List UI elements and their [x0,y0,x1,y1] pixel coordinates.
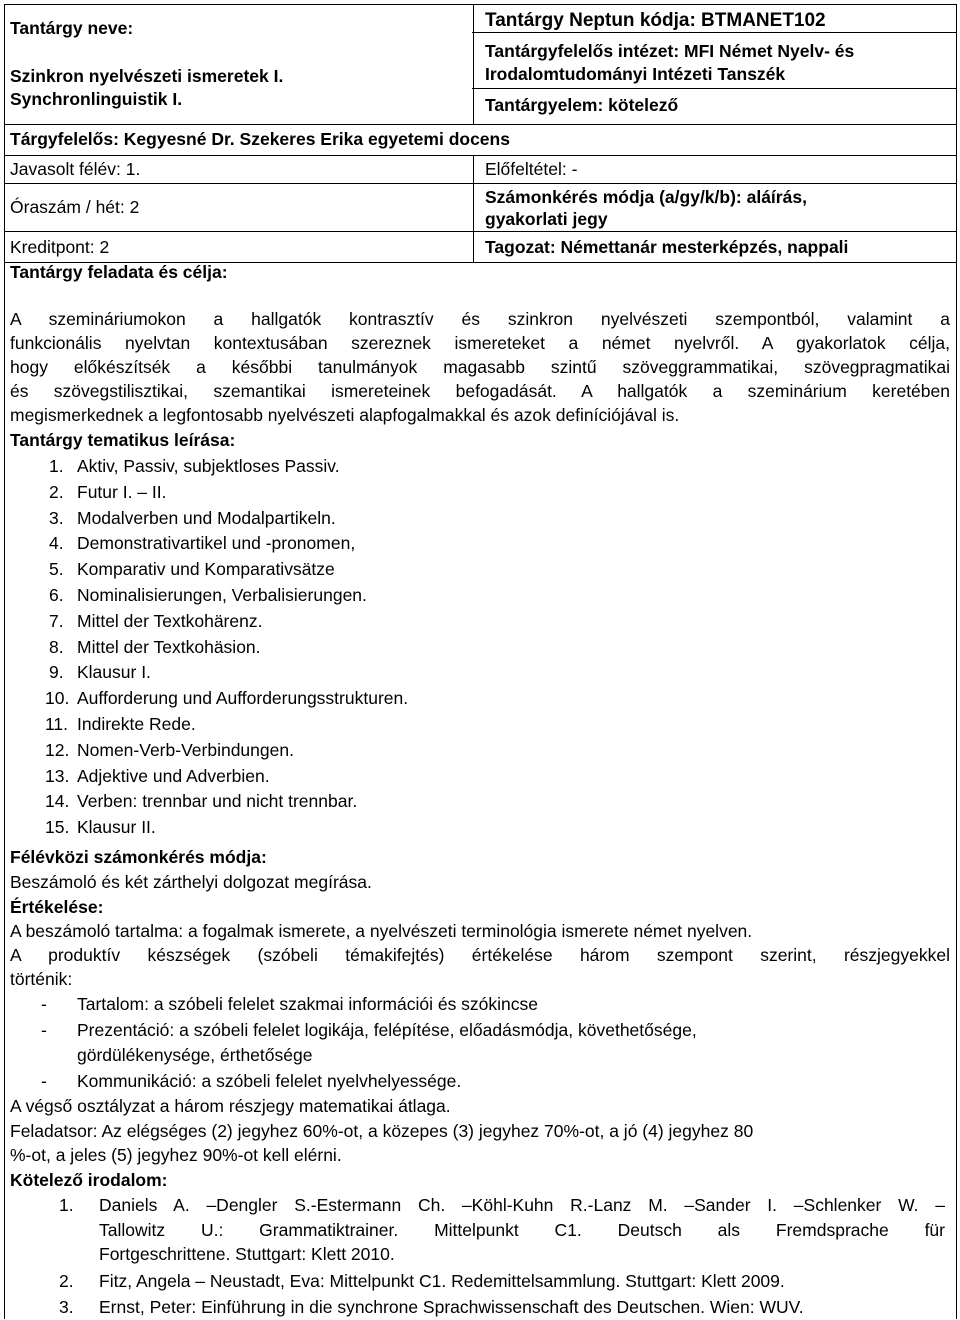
goal-line-1: A szemináriumokon a hallgatók kontrasztív és szinkron nyelvészeti szempontból, valamint a [10,309,950,329]
divider [472,88,957,89]
course-element: Tantárgyelem: kötelező [485,95,679,115]
goal-line-2: funkcionális nyelvtan kontextusában szereznek ismereteket a német nyelvről. A gyakorlatok célja, [10,333,950,353]
semester: Javasolt félév: 1. [10,159,141,179]
prerequisite: Előfeltétel: - [485,159,578,179]
topic-item: Aufforderung und Aufforderungsstrukturen. [77,688,409,709]
topic-number: 5. [49,559,64,580]
literature-line: Tallowitz U.: Grammatiktrainer. Mittelpunkt C1. Deutsch als Fremdsprache für [99,1219,945,1240]
eval-heading: Értékelése: [10,897,104,917]
midterm-heading: Félévközi számonkérés módja: [10,847,267,867]
topic-item: Aktiv, Passiv, subjektloses Passiv. [77,456,340,476]
institute-line1: Tantárgyfelelős intézet: MFI Német Nyelv- és [485,41,855,61]
header-row-credit [4,231,957,262]
literature-number: 2. [59,1270,74,1291]
topic-number: 3. [49,507,64,528]
divider [473,156,474,183]
divider [473,184,474,231]
topics-heading: Tantárgy tematikus leírása: [10,430,236,450]
topic-number: 8. [49,636,64,657]
literature-number: 3. [59,1297,74,1317]
eval-line-1: A beszámoló tartalma: a fogalmak ismerete, a nyelvészeti terminológia ismerete német nyelven. [10,921,753,941]
topic-number: 10. [45,688,70,709]
topic-item: Indirekte Rede. [77,714,196,734]
eval-line-2: A produktív készségek (szóbeli témakifejtés) értékelése három szempont szerint, részjegyekkel [10,945,950,965]
literature-line: Daniels A. –Dengler S.-Estermann Ch. –Köhl-Kuhn R.-Lanz M. –Sander I. –Schlenker W. – [99,1195,945,1215]
topic-number: 11. [45,714,69,734]
eval-bullet-line: Kommunikáció: a szóbeli felelet nyelvhelyessége. [77,1070,462,1091]
topic-number: 7. [49,610,64,631]
course-name-hu: Szinkron nyelvészeti ismeretek I. [10,66,284,86]
header-row-semester [4,155,957,183]
eval-bullet-line: Tartalom: a szóbeli felelet szakmai információi és szókincse [77,994,539,1014]
eval-tasks-line-2: %-ot, a jeles (5) jegyhez 90%-ot kell elérni. [10,1145,342,1165]
literature-heading: Kötelező irodalom: [10,1170,168,1190]
topic-item: Komparativ und Komparativsätze [77,559,335,580]
literature-line: Fitz, Angela – Neustadt, Eva: Mittelpunkt C1. Redemittelsammlung. Stuttgart: Klett 2009. [99,1270,785,1291]
goal-line-4: és szövegstilisztikai, szemantikai ismereteinek befogadását. A hallgatók a szeminárium keretében [10,381,950,401]
assessment-line2: gyakorlati jegy [485,209,608,229]
topic-item: Klausur I. [77,662,151,683]
course-name-en: Synchronlinguistik I. [10,89,183,109]
header-row-name [4,4,957,124]
topic-item: Nominalisierungen, Verbalisierungen. [77,585,367,605]
midterm-text: Beszámoló és két zárthelyi dolgozat megírása. [10,872,372,892]
header-row-hours [4,183,957,231]
goal-line-3: hogy előkészítsék a későbbi tanulmányok magasabb szintű szöveggrammatikai, szövegpragmatikai [10,357,950,377]
divider [473,5,474,124]
topic-number: 14. [45,791,70,812]
eval-tasks-line-1: Feladatsor: Az elégséges (2) jegyhez 60%-ot, a közepes (3) jegyhez 70%-ot, a jó (4) jegyhez 80 [10,1121,754,1141]
institute-line2: Irodalomtudományi Intézeti Tanszék [485,64,786,84]
topic-item: Mittel der Textkohäsion. [77,636,261,657]
responsible: Tárgyfelelős: Kegyesné Dr. Szekeres Erika egyetemi docens [10,129,510,149]
bullet-dash: - [41,994,47,1014]
topic-number: 13. [45,765,70,786]
literature-line: Fortgeschrittene. Stuttgart: Klett 2010. [99,1244,395,1264]
divider [473,232,474,262]
literature-line: Ernst, Peter: Einführung in die synchrone Sprachwissenschaft des Deutschen. Wien: WUV. [99,1297,804,1317]
eval-bullet-line: Prezentáció: a szóbeli felelet logikája, felépítése, előadásmódja, követhetősége, [77,1019,697,1040]
topic-number: 15. [45,817,70,838]
course-name-label: Tantárgy neve: [10,18,134,38]
credit: Kreditpont: 2 [10,237,110,257]
topic-item: Adjektive und Adverbien. [77,765,270,786]
eval-final: A végső osztályzat a három részjegy matematikai átlaga. [10,1096,451,1116]
neptun-code: Tantárgy Neptun kódja: BTMANET102 [485,10,826,31]
eval-bullet-line: gördülékenysége, érthetősége [77,1045,313,1065]
topic-item: Demonstrativartikel und -pronomen, [77,533,356,554]
topic-item: Nomen-Verb-Verbindungen. [77,739,294,760]
topic-item: Mittel der Textkohärenz. [77,610,263,631]
program: Tagozat: Némettanár mesterképzés, nappali [485,237,849,257]
topic-number: 9. [49,662,64,683]
topic-number: 12. [45,739,70,760]
bullet-dash: - [41,1070,47,1091]
goal-label: Tantárgy feladata és célja: [10,262,228,282]
divider [472,32,957,33]
header-row-responsible [4,124,957,155]
topic-item: Verben: trennbar und nicht trennbar. [77,791,358,812]
topic-item: Futur I. – II. [77,481,167,502]
bullet-dash: - [41,1019,47,1040]
assessment-line1: Számonkérés módja (a/gy/k/b): aláírás, [485,187,807,207]
hours: Óraszám / hét: 2 [10,197,140,217]
eval-line-3: történik: [10,969,73,989]
topic-number: 4. [49,533,64,554]
goal-line-5: megismerkednek a legfontosabb nyelvészeti alapfogalmakkal és azok definíciójával is. [10,405,680,425]
topic-item: Klausur II. [77,817,156,838]
topic-number: 2. [49,481,64,502]
topic-item: Modalverben und Modalpartikeln. [77,507,336,528]
course-body [4,262,957,1319]
topic-number: 6. [49,585,64,605]
literature-number: 1. [59,1195,74,1215]
topic-number: 1. [49,456,64,476]
